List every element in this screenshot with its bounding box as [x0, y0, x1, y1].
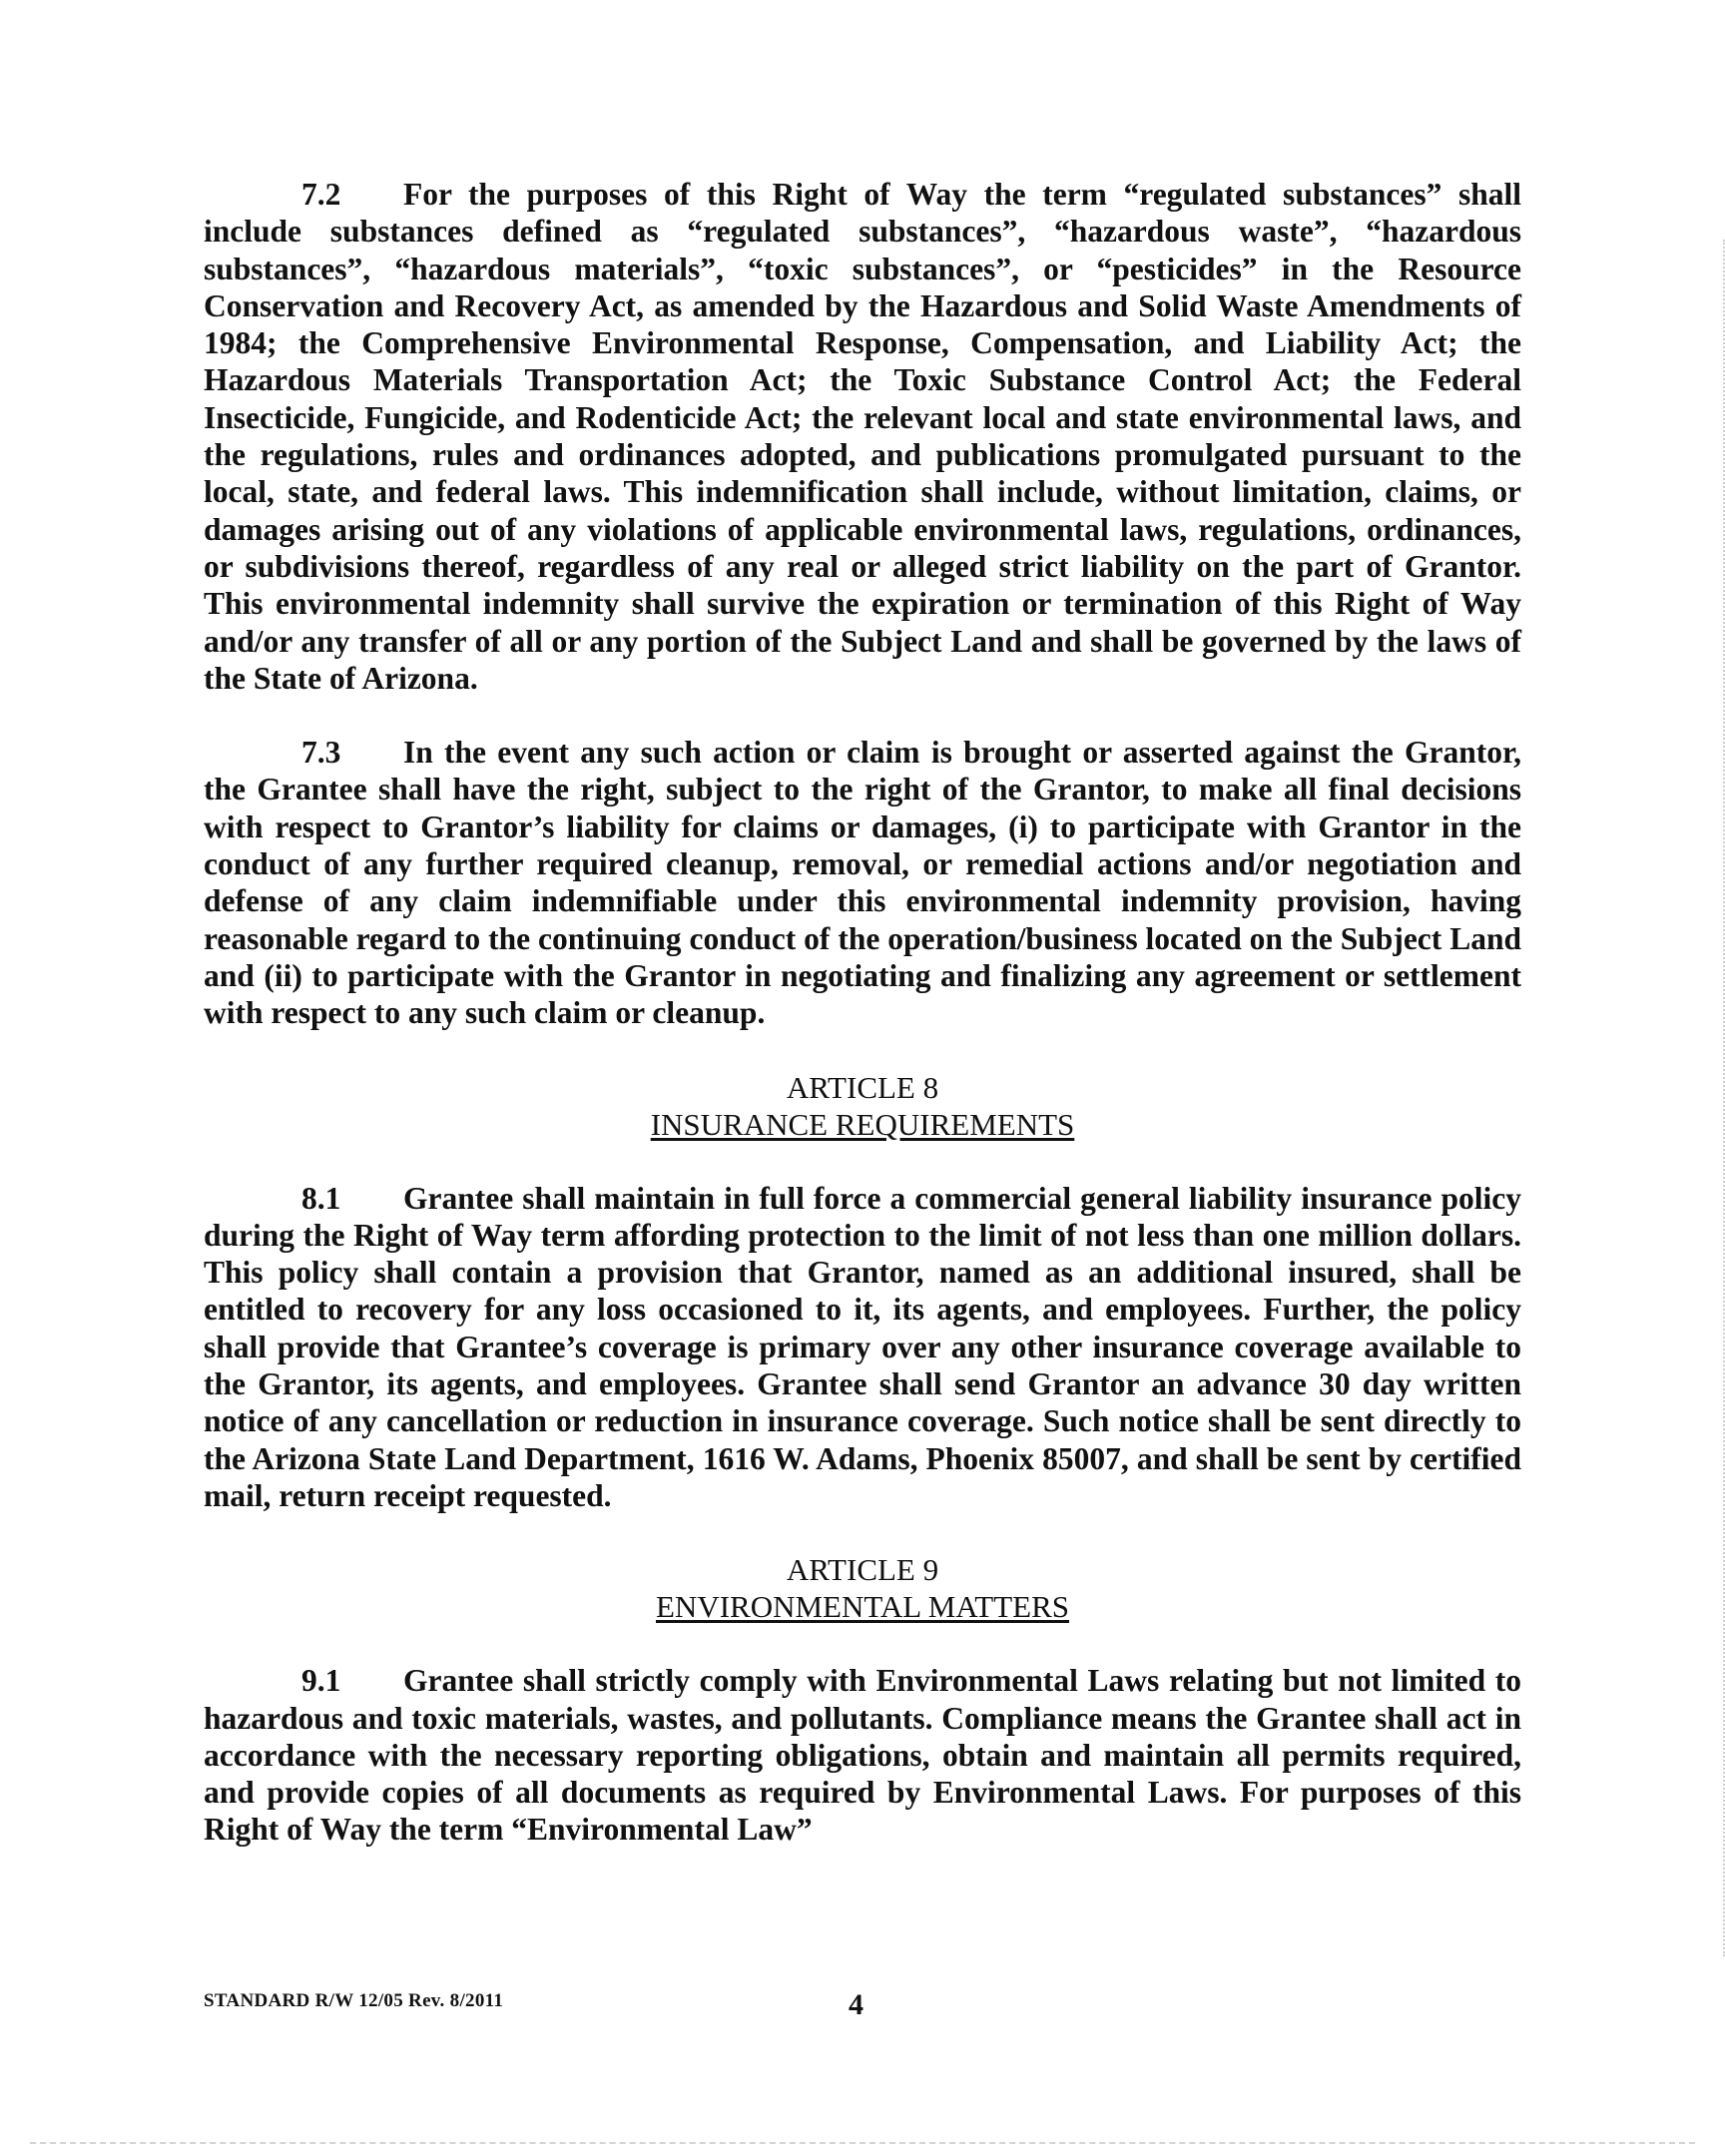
article-8-heading	[204, 1069, 1521, 1143]
page-number: 4	[849, 1988, 863, 2021]
article-title: ENVIRONMENTAL MATTERS	[656, 1589, 1069, 1625]
article-label: ARTICLE 9	[786, 1552, 939, 1588]
paragraph-number: 9.1	[301, 1663, 341, 1699]
paragraph-number: 7.3	[301, 735, 341, 771]
paragraph-9-1	[204, 1662, 1521, 1848]
article-title: INSURANCE REQUIREMENTS	[650, 1106, 1075, 1142]
paragraph-number: 8.1	[301, 1180, 341, 1216]
paragraph-number: 7.2	[301, 177, 341, 212]
paragraph-7-3	[204, 734, 1521, 1031]
form-identifier: STANDARD R/W 12/05 Rev. 8/2011	[204, 1990, 504, 2011]
paragraph-text: For the purposes of this Right of Way the term “regulated substances” shall include substances defined as “regulated substances”, “hazardous waste”, “hazardous substances”, “hazardous materials”, “toxic substances”, or “pesticides” in the Resource Conservation and Recovery Act, as amended by the Hazardous and Solid Waste Amendments of 1984; the Comprehensive Environmental Response, Compensation, and Liability Act; the Hazardous Materials Transportation Act; the Toxic Substance Control Act; the Federal Insecticide, Fungicide, and Rodenticide Act; the relevant local and state environmental laws, and the regulations, rules and ordinances adopted, and publications promulgated pursuant to the local, state, and federal laws. This indemnification shall include, without limitation, claims, or damages arising out of any violations of applicable environmental laws, regulations, ordinances, or subdivisions thereof, regardless of any real or alleged strict liability on the part of Grantor. This environmental indemnity shall survive the expiration or termination of this Right of Way and/or any transfer of all or any portion of the Subject Land and shall be governed by the laws of the State of Arizona.	[204, 177, 1521, 696]
paragraph-7-2	[204, 176, 1521, 697]
paragraph-text: In the event any such action or claim is brought or asserted against the Grantor, the Grantee shall have the right, subject to the right of the Grantor, to make all final decisions with respect to Grantor’s liability for claims or damages, (i) to participate with Grantor in the conduct of any further required cleanup, removal, or remedial actions and/or negotiation and defense of any claim indemnifiable under this environmental indemnity provision, having reasonable regard to the continuing conduct of the operation/business located on the Subject Land and (ii) to participate with the Grantor in negotiating and finalizing any agreement or settlement with respect to any such claim or cleanup.	[204, 735, 1521, 1031]
document-body	[204, 176, 1521, 1886]
paragraph-text: Grantee shall maintain in full force a commercial general liability insurance policy during the Right of Way term affording protection to the limit of not less than one million dollars. This policy shall contain a provision that Grantor, named as an additional insured, shall be entitled to recovery for any loss occasioned to it, its agents, and employees. Further, the policy shall provide that Grantee’s coverage is primary over any other insurance coverage available to the Grantor, its agents, and employees. Grantee shall send Grantor an advance 30 day written notice of any cancellation or reduction in insurance coverage. Such notice shall be sent directly to the Arizona State Land Department, 1616 W. Adams, Phoenix 85007, and shall be sent by certified mail, return receipt requested.	[204, 1180, 1521, 1513]
scan-edge-artifact	[1713, 240, 1725, 1956]
page-footer	[204, 1990, 1521, 2020]
paragraph-8-1	[204, 1180, 1521, 1515]
article-9-heading	[204, 1551, 1521, 1625]
article-label: ARTICLE 8	[786, 1069, 939, 1105]
paragraph-text: Grantee shall strictly comply with Environmental Laws relating but not limited to hazardous and toxic materials, wastes, and pollutants. Compliance means the Grantee shall act in accordance with the necessary reporting obligations, obtain and maintain all permits required, and provide copies of all documents as required by Environmental Laws. For purposes of this Right of Way the term “Environmental Law”	[204, 1663, 1521, 1848]
scan-bottom-artifact	[30, 2142, 1695, 2144]
